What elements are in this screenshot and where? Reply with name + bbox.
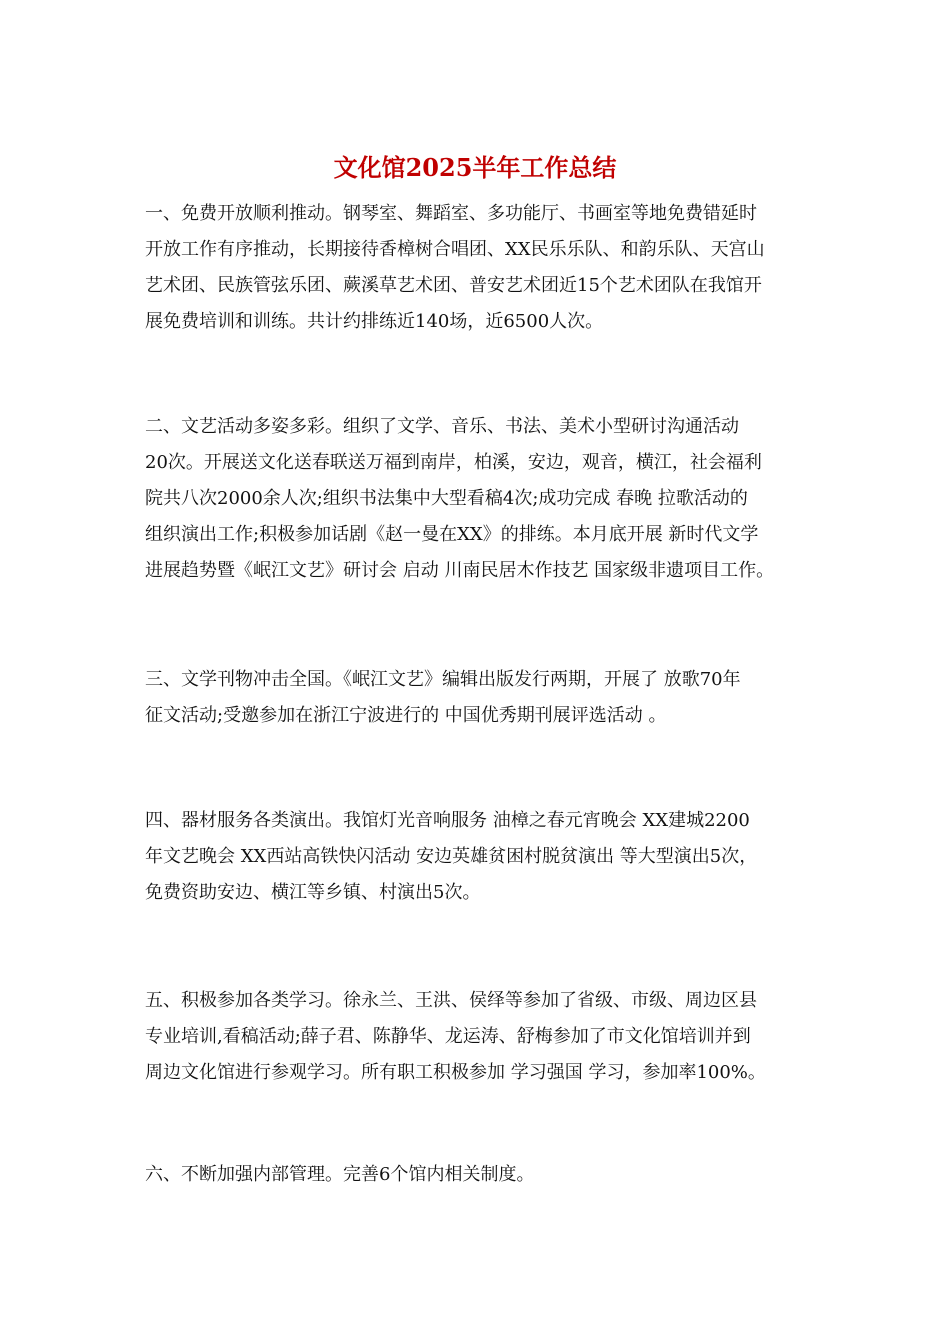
- paragraph-line: 免费资助安边、横江等乡镇、村演出5次。: [145, 882, 481, 903]
- paragraph-line: 五、积极参加各类学习。徐永兰、王洪、侯绎等参加了省级、市级、周边区县: [145, 990, 757, 1011]
- paragraph-line: 三、文学刊物冲击全国。《岷江文艺》编辑出版发行两期，开展了 放歌70年: [145, 669, 741, 690]
- paragraph-line: 艺术团、民族管弦乐团、蕨溪草艺术团、普安艺术团近15个艺术团队在我馆开: [145, 275, 762, 296]
- paragraph-line: 院共八次2000余人次;组织书法集中大型看稿4次;成功完成 春晚 拉歌活动的: [145, 488, 748, 509]
- paragraph-line: 专业培训,看稿活动;薛子君、陈静华、龙运涛、舒梅参加了市文化馆培训并到: [145, 1026, 751, 1047]
- section-cultural-activities: [145, 409, 825, 589]
- paragraph-line: 展免费培训和训练。共计约排练近140场，近6500人次。: [145, 311, 604, 332]
- paragraph-line: 一、免费开放顺利推动。钢琴室、舞蹈室、多功能厅、书画室等地免费错延时: [145, 203, 757, 224]
- section-literary-journal: [145, 662, 825, 734]
- document-title: 文化馆2025半年工作总结: [333, 153, 617, 182]
- paragraph-line: 年文艺晚会 XX西站高铁快闪活动 安边英雄贫困村脱贫演出 等大型演出5次，: [145, 846, 758, 867]
- paragraph-line: 征文活动;受邀参加在浙江宁波进行的 中国优秀期刊展评选活动 。: [145, 705, 667, 726]
- section-learning: [145, 983, 825, 1091]
- paragraph-line: 20次。开展送文化送春联送万福到南岸，柏溪，安边，观音，横江，社会福利: [145, 452, 762, 473]
- paragraph-line: 组织演出工作;积极参加话剧《赵一曼在XX》的排练。本月底开展 新时代文学: [145, 524, 759, 545]
- paragraph-line: 进展趋势暨《岷江文艺》研讨会 启动 川南民居木作技艺 国家级非遗项目工作。: [145, 560, 775, 581]
- section-free-opening: [145, 196, 825, 340]
- paragraph-line: 四、器材服务各类演出。我馆灯光音响服务 油樟之春元宵晚会 XX建城2200: [145, 810, 750, 831]
- section-internal-management: [145, 1157, 825, 1193]
- paragraph-line: 二、文艺活动多姿多彩。组织了文学、音乐、书法、美术小型研讨沟通活动: [145, 416, 739, 437]
- paragraph-line: 周边文化馆进行参观学习。所有职工积极参加 学习强国 学习，参加率100%。: [145, 1062, 766, 1083]
- paragraph-line: 六、不断加强内部管理。完善6个馆内相关制度。: [145, 1164, 535, 1185]
- paragraph-line: 开放工作有序推动，长期接待香樟树合唱团、XX民乐乐队、和韵乐队、天宫山: [145, 239, 765, 260]
- section-equipment-services: [145, 803, 825, 911]
